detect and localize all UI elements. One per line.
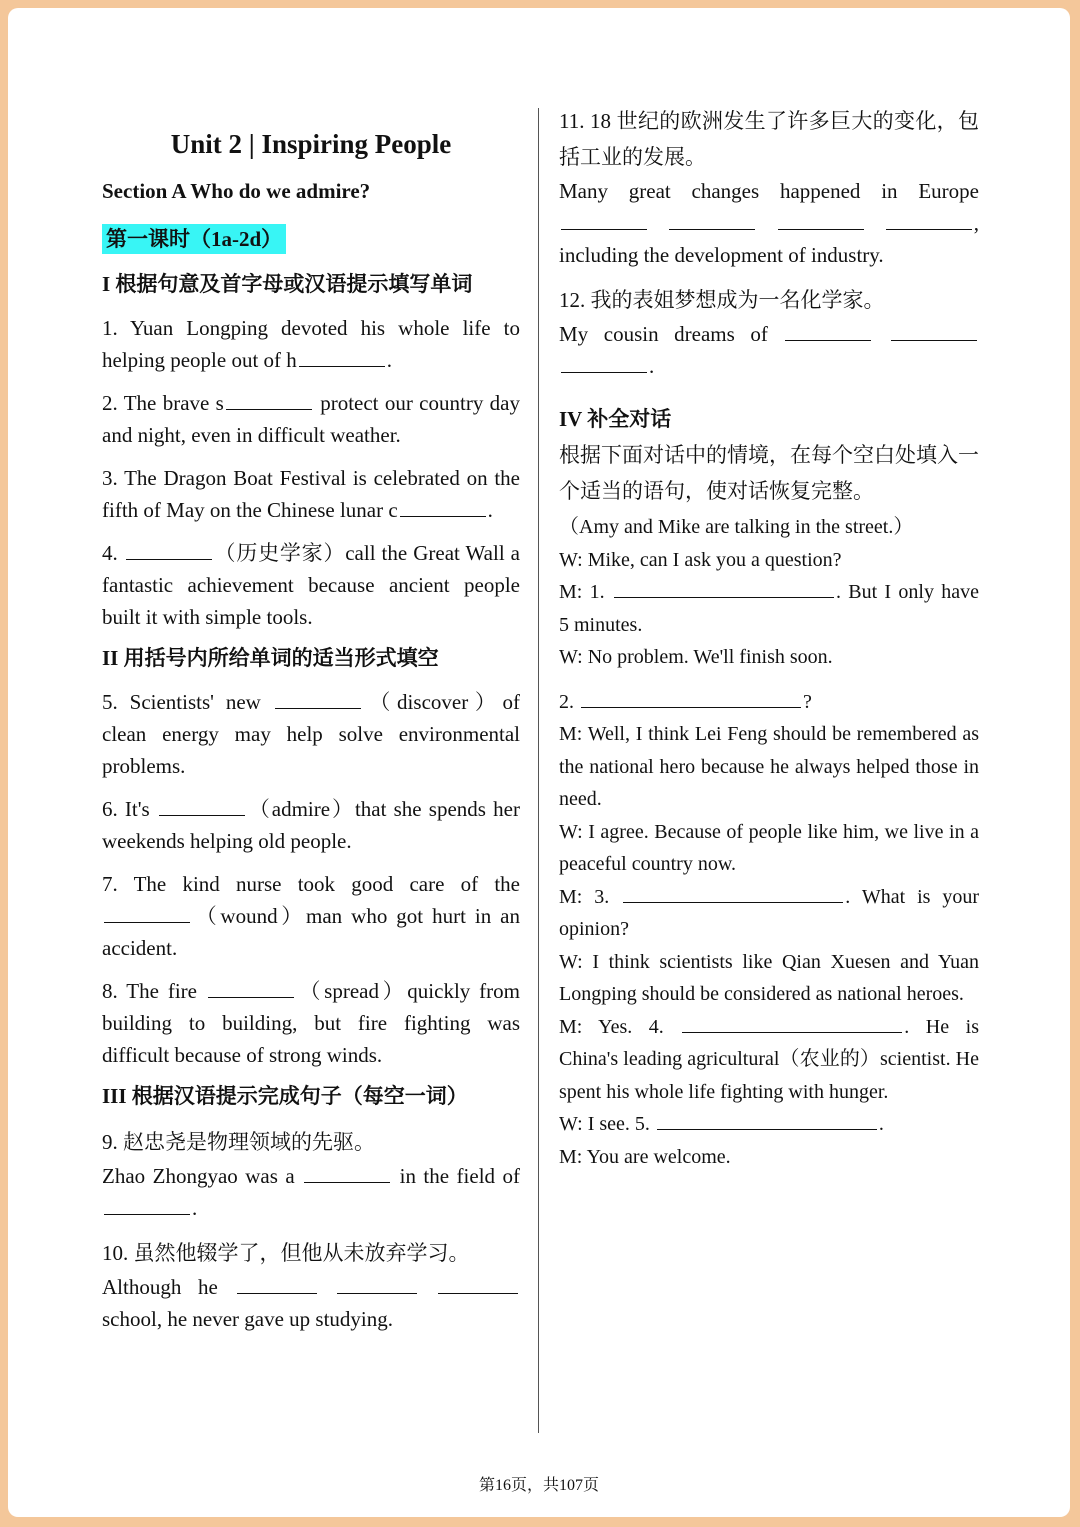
- answer-blank[interactable]: [337, 1292, 417, 1294]
- answer-blank[interactable]: [237, 1292, 317, 1294]
- answer-blank[interactable]: [657, 1128, 877, 1130]
- answer-blank[interactable]: [208, 996, 294, 998]
- answer-blank[interactable]: [226, 408, 312, 410]
- question-4: 4. （历史学家）call the Great Wall a fantastic achievement because ancient people built it with simple tools.: [102, 541, 521, 629]
- dialogue-line-8: W: I think scientists like Qian Xuesen and Yuan Longping should be considered as national heroes.: [559, 950, 979, 1005]
- section-title: Section A Who do we admire?: [102, 179, 371, 203]
- answer-blank[interactable]: [400, 515, 486, 517]
- dialogue-line-5: M: Well, I think Lei Feng should be remembered as the national hero because he always helped those in need.: [559, 723, 979, 810]
- part1-heading: I 根据句意及首字母或汉语提示填写单词: [102, 272, 473, 296]
- part2-heading: II 用括号内所给单词的适当形式填空: [102, 646, 439, 670]
- answer-blank[interactable]: [561, 228, 647, 230]
- part3-heading: III 根据汉语提示完成句子（每空一词）: [102, 1084, 468, 1108]
- dialogue-line-2: M: 1. . But I only have 5 minutes.: [559, 581, 979, 636]
- question-1: 1. Yuan Longping devoted his whole life to helping people out of h .: [102, 316, 520, 372]
- dialogue-scene: （Amy and Mike are talking in the street.）: [559, 516, 914, 538]
- answer-blank[interactable]: [126, 558, 212, 560]
- dialogue-line-11: M: You are welcome.: [559, 1145, 731, 1168]
- question-7: 7. The kind nurse took good care of the （wound）man who got hurt in an accident.: [102, 872, 520, 960]
- answer-blank[interactable]: [891, 339, 977, 341]
- question-11: 11. 18 世纪的欧洲发生了许多巨大的变化，包括工业的发展。 Many great changes happened in Europe , including the development of industry.: [559, 109, 979, 267]
- answer-blank[interactable]: [886, 228, 972, 230]
- dialogue-line-9: M: Yes. 4. . He is China's leading agricultural（农业的）scientist. He spent his whole life fighting with hunger.: [559, 1015, 979, 1103]
- dialogue-line-3: W: No problem. We'll finish soon.: [559, 646, 833, 668]
- question-3: 3. The Dragon Boat Festival is celebrated on the fifth of May on the Chinese lunar c .: [102, 466, 520, 522]
- worksheet-page: [8, 8, 1070, 1517]
- lesson-tag: 第一课时（1a-2d）: [102, 224, 286, 254]
- question-10: 10. 虽然他辍学了，但他从未放弃学习。 Although he school, he never gave up studying.: [102, 1235, 520, 1335]
- dialogue-line-4: 2. ?: [559, 690, 812, 713]
- question-6: 6. It's （admire）that she spends her weekends helping old people.: [102, 797, 520, 853]
- dialogue-line-1: W: Mike, can I ask you a question?: [559, 548, 842, 571]
- answer-blank[interactable]: [785, 339, 871, 341]
- question-9: 9. 赵忠尧是物理领域的先驱。 Zhao Zhongyao was a in the field of .: [102, 1130, 520, 1220]
- answer-blank[interactable]: [561, 371, 647, 373]
- answer-blank[interactable]: [159, 814, 245, 816]
- answer-blank[interactable]: [623, 901, 843, 903]
- answer-blank[interactable]: [299, 365, 385, 367]
- answer-blank[interactable]: [104, 1213, 190, 1215]
- question-12: 12. 我的表姐梦想成为一名化学家。 My cousin dreams of .: [559, 282, 979, 382]
- question-8: 8. The fire （spread）quickly from building to building, but fire fighting was difficult because of strong winds.: [102, 979, 520, 1067]
- answer-blank[interactable]: [438, 1292, 518, 1294]
- question-2: 2. The brave s protect our country day and night, even in difficult weather.: [102, 391, 520, 447]
- answer-blank[interactable]: [104, 921, 190, 923]
- column-divider: [538, 108, 539, 1433]
- unit-title: Unit 2 | Inspiring People: [170, 129, 452, 159]
- part4-instruction: 根据下面对话中的情境，在每个空白处填入一个适当的语句，使对话恢复完整。: [559, 443, 979, 503]
- page-footer: 第16页，共107页: [478, 1477, 599, 1494]
- dialogue-line-10: W: I see. 5. .: [559, 1113, 884, 1135]
- answer-blank[interactable]: [275, 707, 361, 709]
- answer-blank[interactable]: [581, 706, 801, 708]
- dialogue-line-6: W: I agree. Because of people like him, we live in a peaceful country now.: [559, 820, 979, 875]
- part4-heading: IV 补全对话: [559, 407, 672, 431]
- answer-blank[interactable]: [682, 1031, 902, 1033]
- question-5: 5. Scientists' new （discover）of clean energy may help solve environmental problems.: [102, 690, 521, 778]
- answer-blank[interactable]: [669, 228, 755, 230]
- answer-blank[interactable]: [778, 228, 864, 230]
- right-column: [559, 103, 979, 1173]
- answer-blank[interactable]: [304, 1181, 390, 1183]
- answer-blank[interactable]: [614, 596, 834, 598]
- dialogue-line-7: M: 3. . What is your opinion?: [559, 885, 980, 940]
- left-column: [102, 128, 520, 1346]
